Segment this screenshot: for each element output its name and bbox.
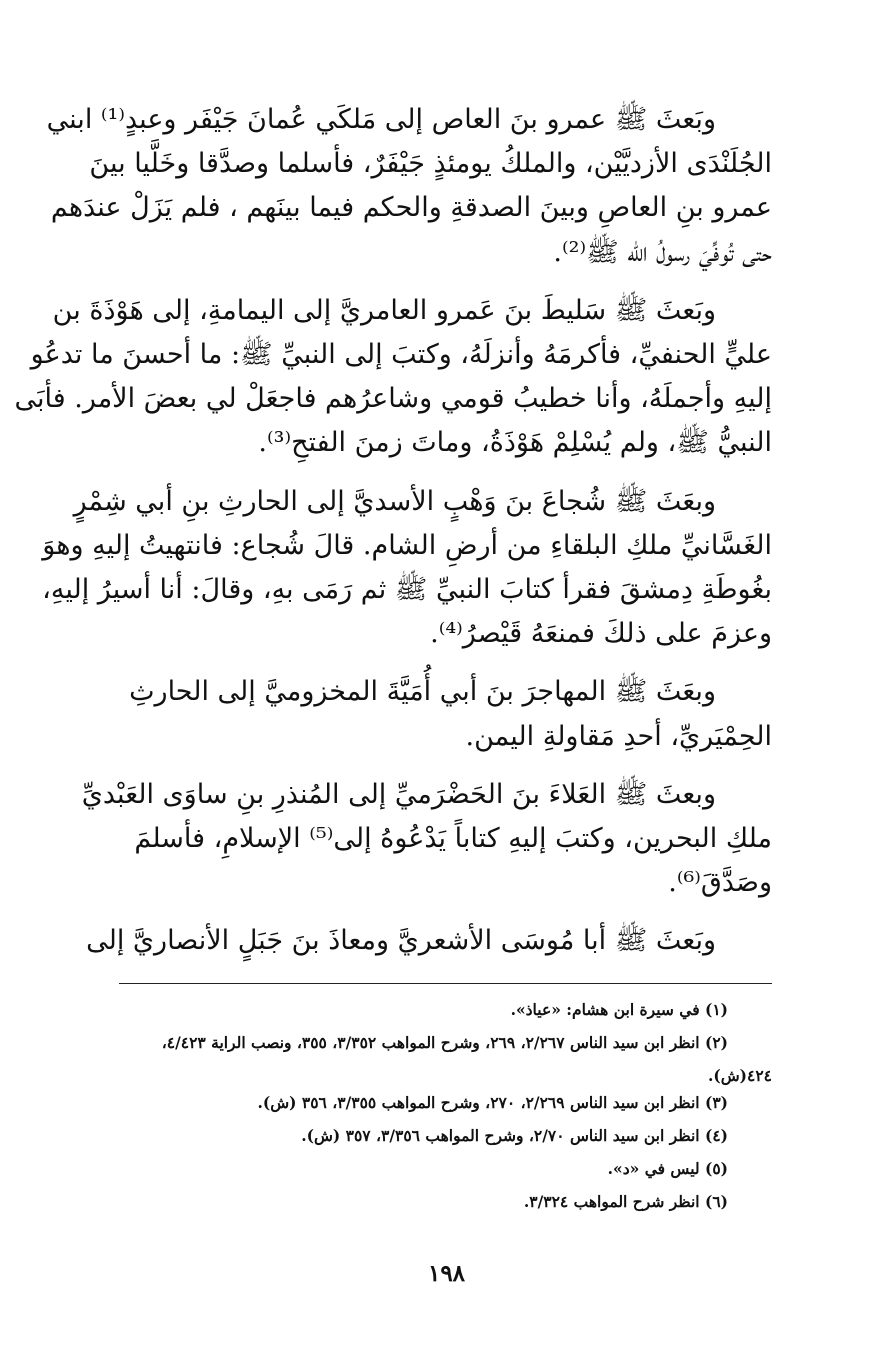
text-line: وبَعثَ ﷺ سَليطَ بنَ عَمرو العامريَّ إلى اليمامةِ، إلى هَوْذَةَ بن (52, 294, 716, 326)
text-line: وعزمَ على ذلكَ فمنعَهُ قَيْصرُ⁽⁴⁾. (430, 618, 772, 650)
text-line: وبعَثَ ﷺ المهاجرَ بنَ أبي أُمَيَّةَ المخزوميَّ إلى الحارثِ (129, 676, 716, 708)
paragraph-ala-ibn-al-hadrami (70, 773, 772, 906)
text-line: الحِمْيَريِّ، أحدِ مَقاولةِ اليمن. (465, 720, 772, 752)
text-line: إليهِ وأجملَهُ، وأنا خطيبُ قومي وشاعرُهم فاجعَلْ لي بعضَ الأمر. فأبَى (14, 383, 772, 415)
text-line: النبيُّ ﷺ، ولم يُسْلِمْ هَوْذَةُ، وماتَ زمنَ الفتحِ⁽³⁾. (258, 427, 772, 459)
text-line: بغُوطَةِ دِمشقَ فقرأ كتابَ النبيِّ ﷺ ثم رَمَى بهِ، وقالَ: أنا أسيرُ إليهِ، (42, 574, 772, 606)
paragraph-muhajir-ibn-abi-umayya (70, 670, 772, 758)
main-text (14, 98, 772, 978)
footnote-1: (١) في سيرة ابن هشام: «عياذ». (510, 1000, 728, 1019)
paragraph-amr-ibn-al-as (46, 98, 772, 275)
text-line: وبَعثَ ﷺ عمرو بنَ العاص إلى مَلكَي عُمانَ جَيْفَر وعبدٍ⁽¹⁾ ابني (46, 104, 716, 135)
text-line: الجُلَنْدَى الأزديَّيْن، والملكُ يومئذٍ جَيْفَرٌ، فأسلما وصدَّقا وخَلَّيا بينَ (89, 148, 772, 180)
footnote-3: (٣) انظر ابن سيد الناس ٢/٢٦٩، ٢٧٠، وشرح المواهب ٣/٣٥٥، ٣٥٦ (ش). (257, 1093, 728, 1112)
footnote-2-continued: ٤٢٤(ش). (708, 1066, 772, 1085)
footnote-separator (119, 983, 772, 984)
text-line: عمرو بنِ العاصِ وبينَ الصدقةِ والحكم فيما بينَهم ، فلم يَزَلْ عندَهم (50, 192, 772, 224)
footnote-2: (٢) انظر ابن سيد الناس ٢/٢٦٧، ٢٦٩، وشرح المواهب ٣/٣٥٢، ٣٥٥، ونصب الراية ٤/٤٢٣، (161, 1033, 728, 1052)
page-number: ١٩٨ (427, 1260, 466, 1287)
text-line: وصَدَّقَ⁽⁶⁾. (668, 867, 772, 899)
footnote-4: (٤) انظر ابن سيد الناس ٢/٧٠، وشرح المواهب ٣/٣٥٦، ٣٥٧ (ش). (301, 1126, 728, 1145)
text-line: حتى تُوفِّيَ رسولُ الله ﷺ⁽²⁾. (553, 236, 772, 268)
footnote-6: (٦) انظر شرح المواهب ٣/٣٢٤. (523, 1192, 728, 1211)
text-line: وبعثَ ﷺ العَلاءَ بنَ الحَضْرَميِّ إلى المُنذرِ بنِ ساوَى العَبْديِّ (81, 778, 716, 810)
text-line: وبعَثَ ﷺ شُجاعَ بنَ وَهْبٍ الأسديَّ إلى الحارثِ بنِ أبي شِمْرٍ (73, 485, 716, 517)
paragraph-salit-ibn-amr (14, 289, 772, 466)
footnote-5: (٥) ليس في «د». (607, 1159, 728, 1178)
text-line: الغَسَّانيِّ ملكِ البلقاءِ من أرضِ الشام. قالَ شُجاع: فانتهيتُ إليهِ وهوَ (42, 529, 772, 561)
text-line: ملكِ البحرين، وكتبَ إليهِ كتاباً يَدْعُوهُ إلى⁽⁵⁾ الإسلامِ، فأسلمَ (134, 823, 772, 855)
text-line: وبَعثَ ﷺ أبا مُوسَى الأشعريَّ ومعاذَ بنَ جَبَلٍ الأنصاريَّ إلى (86, 925, 716, 957)
paragraph-abu-musa-and-muadh (70, 919, 772, 963)
text-line: عليٍّ الحنفيِّ، فأكرمَهُ وأنزلَهُ، وكتبَ إلى النبيِّ ﷺ: ما أحسنَ ما تدعُو (30, 339, 772, 371)
footnotes (70, 996, 772, 1215)
paragraph-shuja-ibn-wahb (42, 480, 772, 657)
